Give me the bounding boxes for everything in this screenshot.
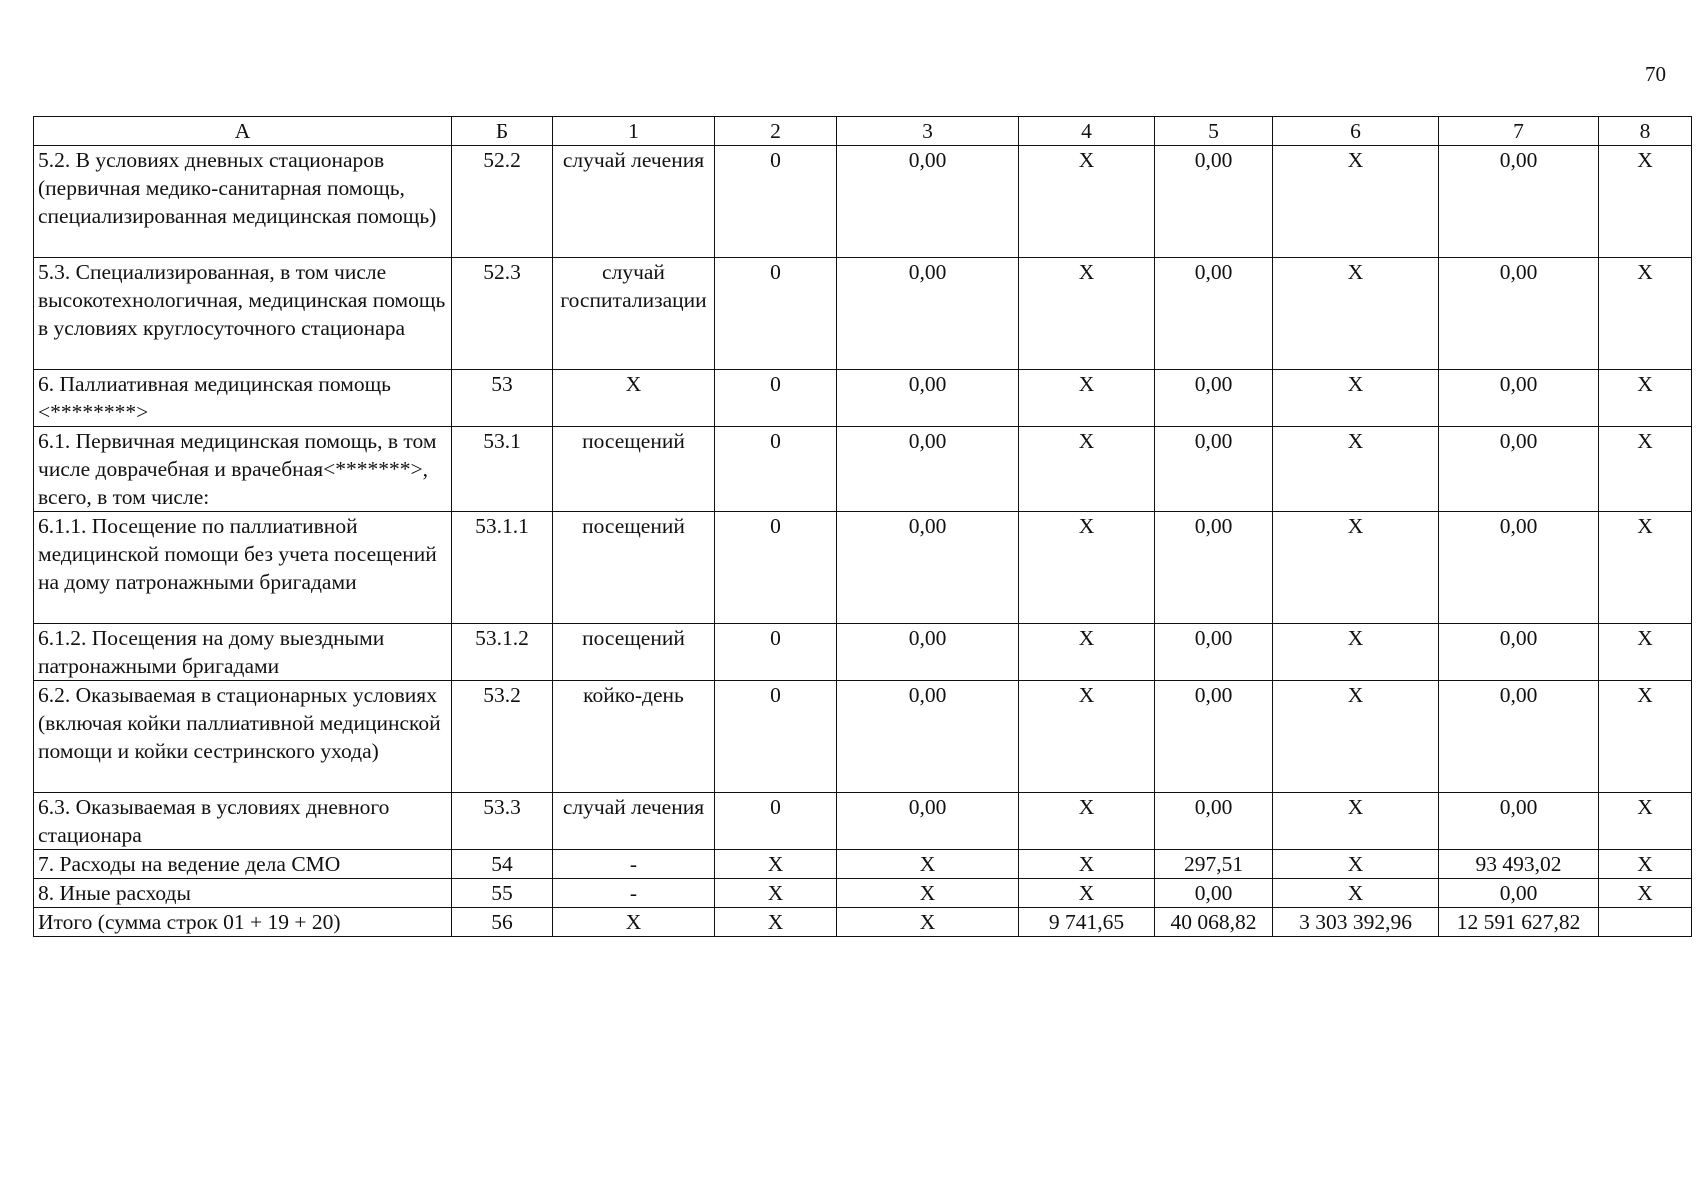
table-row [34,793,1692,850]
cell-col-3: 0,00 [837,146,1019,258]
cell-col-2: 0 [715,681,837,793]
cell-col-3: 0,00 [837,427,1019,512]
row-label: 5.2. В условиях дневных стационаров (первичная медико-санитарная помощь, специализированная медицинская помощь) [34,146,452,258]
cell-col-6: X [1273,512,1439,624]
row-code: 53.1 [452,427,553,512]
table-row [34,879,1692,908]
cell-col-3: X [837,850,1019,879]
cell-col-5: 0,00 [1155,146,1273,258]
cell-col-8: X [1599,850,1692,879]
table-row [34,850,1692,879]
row-code: 53.3 [452,793,553,850]
row-label: Итого (сумма строк 01 + 19 + 20) [34,908,452,937]
cell-col-6: X [1273,793,1439,850]
data-table [33,116,1692,937]
table-row [34,624,1692,681]
cell-col-8 [1599,908,1692,937]
row-unit: X [553,370,715,427]
header-cell-3: 3 [837,117,1019,146]
cell-col-7: 0,00 [1439,258,1599,370]
cell-col-4: X [1019,624,1155,681]
cell-col-4: X [1019,850,1155,879]
cell-col-2: 0 [715,258,837,370]
cell-col-6: X [1273,879,1439,908]
cell-col-3: 0,00 [837,512,1019,624]
row-label: 6.3. Оказываемая в условиях дневного стационара [34,793,452,850]
cell-col-6: X [1273,146,1439,258]
cell-col-2: 0 [715,793,837,850]
table-row [34,427,1692,512]
cell-col-5: 0,00 [1155,258,1273,370]
table-row [34,370,1692,427]
row-code: 52.2 [452,146,553,258]
cell-col-2: X [715,908,837,937]
cell-col-5: 0,00 [1155,879,1273,908]
row-code: 53 [452,370,553,427]
cell-col-6: X [1273,850,1439,879]
row-unit: случай госпитализации [553,258,715,370]
row-code: 53.1.2 [452,624,553,681]
header-cell-8: 8 [1599,117,1692,146]
cell-col-2: X [715,879,837,908]
cell-col-6: X [1273,427,1439,512]
row-label: 8. Иные расходы [34,879,452,908]
cell-col-2: 0 [715,624,837,681]
row-code: 53.1.1 [452,512,553,624]
row-unit: случай лечения [553,793,715,850]
cell-col-8: X [1599,427,1692,512]
cell-col-2: X [715,850,837,879]
row-unit: посещений [553,427,715,512]
cell-col-7: 0,00 [1439,427,1599,512]
cell-col-4: X [1019,370,1155,427]
cell-col-2: 0 [715,427,837,512]
cell-col-4: X [1019,427,1155,512]
row-unit: X [553,908,715,937]
cell-col-7: 0,00 [1439,879,1599,908]
cell-col-5: 40 068,82 [1155,908,1273,937]
cell-col-8: X [1599,512,1692,624]
table-row [34,146,1692,258]
header-cell-a: А [34,117,452,146]
header-cell-1: 1 [553,117,715,146]
cell-col-3: X [837,908,1019,937]
cell-col-4: X [1019,793,1155,850]
cell-col-7: 0,00 [1439,512,1599,624]
cell-col-5: 0,00 [1155,512,1273,624]
cell-col-3: 0,00 [837,370,1019,427]
cell-col-8: X [1599,793,1692,850]
row-label: 6.1.1. Посещение по паллиативной медицинской помощи без учета посещений на дому патронажными бригадами [34,512,452,624]
row-unit: посещений [553,624,715,681]
cell-col-5: 0,00 [1155,370,1273,427]
row-label: 7. Расходы на ведение дела СМО [34,850,452,879]
row-label: 6.1. Первичная медицинская помощь, в том числе доврачебная и врачебная<*******>, всего, в том числе: [34,427,452,512]
row-label: 5.3. Специализированная, в том числе высокотехнологичная, медицинская помощь в условиях круглосуточного стационара [34,258,452,370]
cell-col-2: 0 [715,512,837,624]
header-cell-b: Б [452,117,553,146]
row-label: 6. Паллиативная медицинская помощь <********> [34,370,452,427]
cell-col-6: X [1273,681,1439,793]
cell-col-3: 0,00 [837,624,1019,681]
row-code: 52.3 [452,258,553,370]
cell-col-7: 0,00 [1439,624,1599,681]
table-row [34,258,1692,370]
row-unit: случай лечения [553,146,715,258]
row-label: 6.2. Оказываемая в стационарных условиях (включая койки паллиативной медицинской помощи и койки сестринского ухода) [34,681,452,793]
cell-col-8: X [1599,370,1692,427]
cell-col-7: 93 493,02 [1439,850,1599,879]
cell-col-4: X [1019,258,1155,370]
row-label: 6.1.2. Посещения на дому выездными патронажными бригадами [34,624,452,681]
cell-col-5: 0,00 [1155,793,1273,850]
cell-col-2: 0 [715,370,837,427]
header-cell-2: 2 [715,117,837,146]
cell-col-7: 0,00 [1439,681,1599,793]
cell-col-8: X [1599,146,1692,258]
row-unit: койко-день [553,681,715,793]
cell-col-7: 12 591 627,82 [1439,908,1599,937]
table-row [34,512,1692,624]
header-cell-5: 5 [1155,117,1273,146]
header-cell-6: 6 [1273,117,1439,146]
cell-col-8: X [1599,879,1692,908]
row-code: 54 [452,850,553,879]
row-code: 55 [452,879,553,908]
cell-col-4: X [1019,681,1155,793]
cell-col-5: 0,00 [1155,427,1273,512]
header-cell-7: 7 [1439,117,1599,146]
header-cell-4: 4 [1019,117,1155,146]
cell-col-8: X [1599,681,1692,793]
table-row [34,681,1692,793]
cell-col-6: X [1273,370,1439,427]
cell-col-7: 0,00 [1439,793,1599,850]
cell-col-3: 0,00 [837,258,1019,370]
cell-col-8: X [1599,624,1692,681]
table-row-total [34,908,1692,937]
cell-col-7: 0,00 [1439,146,1599,258]
cell-col-4: X [1019,512,1155,624]
row-unit: посещений [553,512,715,624]
row-code: 53.2 [452,681,553,793]
cell-col-7: 0,00 [1439,370,1599,427]
cell-col-3: X [837,879,1019,908]
cell-col-3: 0,00 [837,681,1019,793]
cell-col-6: X [1273,624,1439,681]
cell-col-4: X [1019,146,1155,258]
row-code: 56 [452,908,553,937]
cell-col-6: X [1273,258,1439,370]
cell-col-4: 9 741,65 [1019,908,1155,937]
cell-col-6: 3 303 392,96 [1273,908,1439,937]
cell-col-5: 297,51 [1155,850,1273,879]
row-unit: - [553,879,715,908]
page-number: 70 [1645,62,1666,86]
cell-col-8: X [1599,258,1692,370]
cell-col-5: 0,00 [1155,624,1273,681]
cell-col-3: 0,00 [837,793,1019,850]
header-row [34,117,1692,146]
cell-col-4: X [1019,879,1155,908]
cell-col-5: 0,00 [1155,681,1273,793]
cell-col-2: 0 [715,146,837,258]
row-unit: - [553,850,715,879]
